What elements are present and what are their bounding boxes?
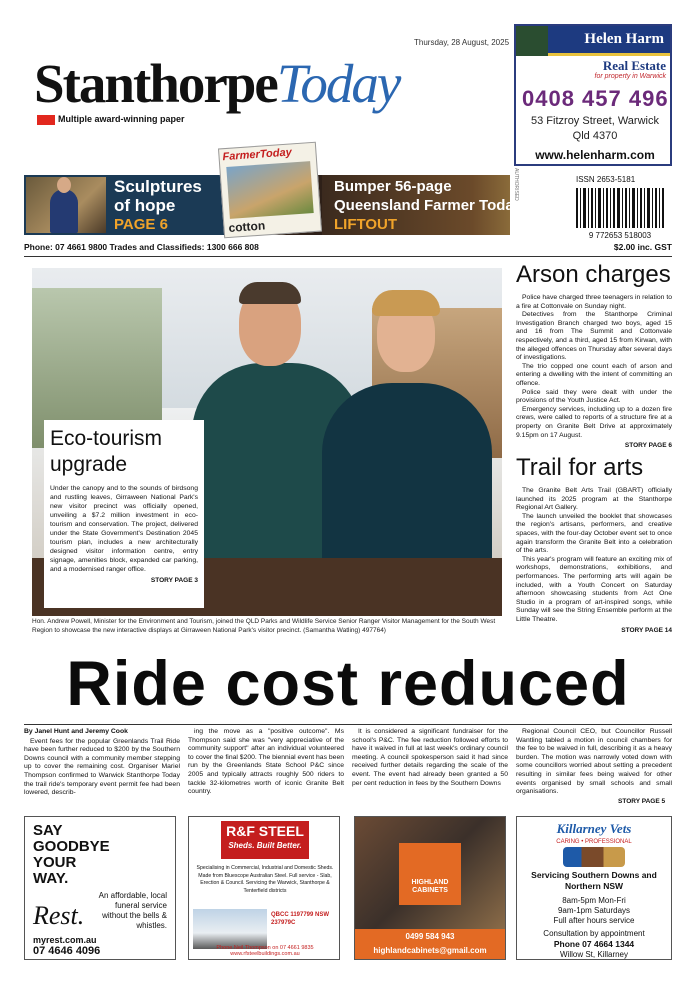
trail-story-link[interactable]: STORY PAGE 14 <box>621 626 672 634</box>
slogan-line: WAY. <box>33 870 69 887</box>
eco-story-link[interactable]: STORY PAGE 3 <box>150 577 198 584</box>
rf-licence: QBCC 1197799 NSW 237979C <box>271 912 330 926</box>
byline: By Janel Hunt and Jeremy Cook <box>24 728 128 735</box>
trail-para: The Granite Belt Arts Trail (GBART) officially launched its 2025 program at the Stanthorpe Regional Art Gallery. <box>516 487 672 512</box>
issn: ISSN 2653-5181 <box>576 175 636 184</box>
vets-service-area: Servicing Southern Downs and Northern NSW <box>531 870 657 891</box>
barcode-icon <box>566 176 674 240</box>
arson-para: Detectives from the Stanthorpe Criminal Investigation Branch charged two boys, aged 15 and 16 from The Summit and Cottonvale respectively, and a third, aged 15 from Kirwan, with the alleged offences on Thursday after several days of investigations. <box>516 311 672 362</box>
highland-phone: 0499 584 943 <box>405 932 455 941</box>
killarney-vets-ad[interactable] <box>516 816 672 960</box>
vets-phone: Phone 07 4664 1344 <box>553 939 635 949</box>
man-hair <box>239 282 301 304</box>
highland-contact <box>355 929 505 959</box>
banner-bumper[interactable] <box>334 177 522 234</box>
issue-date: Thursday, 28 August, 2025 <box>414 38 510 47</box>
right-column <box>516 260 672 638</box>
award-line <box>37 114 185 125</box>
person-figure <box>50 189 78 233</box>
magazine-photo <box>226 161 313 219</box>
realestate-sub: Real Estate <box>602 58 666 73</box>
trail-para: This year's program will feature an exciting mix of workshops, demonstrations, exhibitions, and performances. The performing arts will again be included, with a Youth Concert on Saturday afternoon showcasing students from Act One Studio in a program of art-inspired songs, while Sunday will see the String Ensemble perform at the Little Theatre. <box>516 555 672 623</box>
highland-cabinets-ad[interactable] <box>354 816 506 960</box>
price: $2.00 inc. GST <box>613 242 672 252</box>
banner-left-title2: of hope <box>114 196 176 215</box>
sculpture-photo <box>26 177 106 233</box>
vets-consult: Consultation by appointment <box>543 929 645 938</box>
realestate-brand: Helen Harm <box>516 26 670 56</box>
ride-column-2 <box>188 728 344 797</box>
banner-left-page: PAGE 6 <box>114 216 168 233</box>
award-text: Multiple award-winning paper <box>58 114 185 124</box>
award-logo-icon <box>37 115 55 125</box>
rest-tagline: An affordable, local funeral service without the bells & whistles. <box>98 891 167 930</box>
highland-logo: HIGHLAND CABINETS <box>399 843 461 905</box>
highland-email[interactable]: highlandcabinets@gmail.com <box>373 946 487 955</box>
slogan-line: GOODBYE <box>33 838 110 855</box>
authorised-tag: AUTHORISED <box>513 168 519 201</box>
realestate-ad[interactable] <box>514 24 672 166</box>
arson-para: Police said they were dealt with under the provisions of the Youth Justice Act. <box>516 388 672 405</box>
ride-story <box>24 728 672 810</box>
banner-right-title2: Queensland Farmer Today <box>334 197 523 214</box>
masthead[interactable] <box>34 52 514 116</box>
ride-story-link[interactable]: STORY PAGE 5 <box>618 798 666 805</box>
vets-hours: 8am-5pm Mon-Fri <box>562 896 626 905</box>
rf-web[interactable]: www.rfsteelbuildings.com.au <box>230 951 300 957</box>
contact-phones: Phone: 07 4661 9800 Trades and Classifieds: 1300 666 808 <box>24 242 259 252</box>
ride-text: Event fees for the popular Greenlands Trail Ride have been further reduced to $200 by the Southern Downs council with a community member stepping up to cover the remaining cost. Organiser Mariel Thompson confirmed to Warwick Stanthorpe Today the trail ride's temporary event permit fee had been lowered, describ- <box>24 737 180 797</box>
rf-logo <box>221 821 309 859</box>
shed-photo <box>193 909 267 949</box>
rf-footer <box>193 945 337 957</box>
rf-logo-text: R&F STEEL <box>226 823 304 839</box>
vets-hours: 9am-1pm Saturdays <box>557 906 631 915</box>
realestate-tagline: for property in Warwick <box>594 73 666 80</box>
vets-tagline: CARING • PROFESSIONAL <box>556 839 632 845</box>
eco-headline2: upgrade <box>50 453 128 476</box>
photo-caption: Hon. Andrew Powell, Minister for the Environment and Tourism, joined the QLD Parks and Wildlife Service Senior Ranger Visitor Management for the South West Region to showcase the new interactive displays at Girraween National Park's visitor precinct. (Samantha Watling) 497764) <box>32 618 496 634</box>
rest-phone: 07 4646 4096 <box>33 945 101 957</box>
slogan-line: SAY <box>33 822 63 839</box>
vets-afterhours: Full after hours service <box>553 916 635 925</box>
banner-left-title1: Sculptures <box>114 177 202 196</box>
vets-address: Willow St, Killarney <box>559 950 628 959</box>
realestate-address <box>516 114 674 144</box>
eco-tourism-story[interactable] <box>44 420 204 608</box>
eco-headline1: Eco-tourism <box>50 427 163 450</box>
rf-logo-sub: Sheds. Built Better. <box>228 841 302 850</box>
banner-right-title1: Bumper 56-page <box>334 178 452 195</box>
rest-logo: Rest. <box>33 901 85 930</box>
realestate-phone: 0408 457 496 <box>522 86 669 111</box>
ride-column-4 <box>516 728 672 797</box>
divider <box>24 256 672 257</box>
trail-headline[interactable]: Trail for arts <box>516 454 644 482</box>
vets-logo: Killarney Vets <box>556 821 632 836</box>
arson-story-link[interactable]: STORY PAGE 6 <box>624 442 672 450</box>
person-head <box>57 177 71 193</box>
banner-sculptures[interactable] <box>114 177 202 234</box>
woman-hair <box>372 290 440 316</box>
animals-icon <box>563 847 625 867</box>
info-bar <box>24 242 672 254</box>
masthead-part1: Stanthorpe <box>34 53 277 114</box>
address-line2: Qld 4370 <box>572 130 618 142</box>
magazine-caption: cotton <box>228 218 266 235</box>
rf-text: Specialising in Commercial, Industrial and Domestic Sheds. Made from Bluescope Australian Steel. Full service - Slab, Erection & Council. Servicing the Warwick, Stanthorpe & Tenterfield districts <box>196 865 334 894</box>
rest-funeral-ad[interactable] <box>24 816 176 960</box>
realestate-web[interactable]: www.helenharm.com <box>535 148 655 162</box>
main-headline[interactable]: Ride cost reduced <box>66 649 630 719</box>
ride-text: Regional Council CEO, but Councillor Russell Wantling tabled a motion in council chambers for the fee to be waived in full, describing it as a heavy burden. The motion was narrowly voted down with some councillors worried about setting a precedent resulting in similar fees being waived for other events organised by small schools and small organisations. <box>516 728 672 796</box>
arson-para: Emergency services, including up to a dozen fire crews, were called to reports of a structure fire at a property on Granite Belt Drive at approximately 9.15pm on 17 August. <box>516 405 672 439</box>
magazine-title: FarmerToday <box>222 146 293 164</box>
eco-body: Under the canopy and to the sounds of birdsong and rustling leaves, Girraween National Park's new visitor precinct was officially opened, unveiling a $7.2 million investment in eco-tourism and conservation. The project, delivered under the State Government's Destination 2045 tourism plan, includes a new architecturally designed visitor information centre, entry signage, amenities block, expanded car parking, and a modernised ranger office. <box>50 485 198 573</box>
ride-column-3 <box>352 728 508 788</box>
vets-info <box>517 870 671 960</box>
brand-stripe <box>516 26 548 56</box>
arson-para: Police have charged three teenagers in relation to a fire at Cottonvale on Sunday night. <box>516 294 673 310</box>
rest-slogan <box>33 823 110 887</box>
rest-web[interactable]: myrest.com.au <box>33 935 97 945</box>
rf-steel-ad[interactable] <box>188 816 340 960</box>
address-line1: 53 Fitzroy Street, Warwick <box>531 115 659 127</box>
ride-column-1 <box>24 728 180 798</box>
masthead-part2: Today <box>276 53 400 114</box>
divider <box>24 724 672 725</box>
trail-para: The launch unveiled the booklet that showcases the region's artisans, performers, and creative spaces, with the four-day October event set to once again transform the Granite Belt into a celebration of the arts. <box>516 512 672 555</box>
ride-text: ing the move as a "positive outcome". Ms Thompson said she was "very appreciative of the community support" after an individual volunteered to cover the final $200. The biennial event has been run by the Greenlands State School P&C since 2005 and typically attracts roughly 500 riders to tackle 32-kilometres worth of iconic Granite Belt country. <box>188 728 344 796</box>
arson-para: The trio copped one count each of arson and entering a dwelling with the intent of committing an offence. <box>516 362 672 387</box>
ride-text: It is considered a significant fundraiser for the school's P&C. The fee reduction followed efforts to have it waived in full at last week's ordinary council meeting. A council spokesperson said it had since received further details regarding the scale of the event. The event had already been granted a 50 per cent reduction in fees by the Southern Downs <box>352 728 508 787</box>
slogan-line: YOUR <box>33 854 77 871</box>
farmer-magazine-cover[interactable] <box>218 142 322 239</box>
banner-right-tag: LIFTOUT <box>334 216 398 233</box>
arson-headline[interactable]: Arson charges <box>516 261 671 288</box>
rf-phone: Phone Neil Thompson on 07 4661 9835 <box>216 945 314 951</box>
barcode-number: 9 772653 518003 <box>588 231 652 240</box>
